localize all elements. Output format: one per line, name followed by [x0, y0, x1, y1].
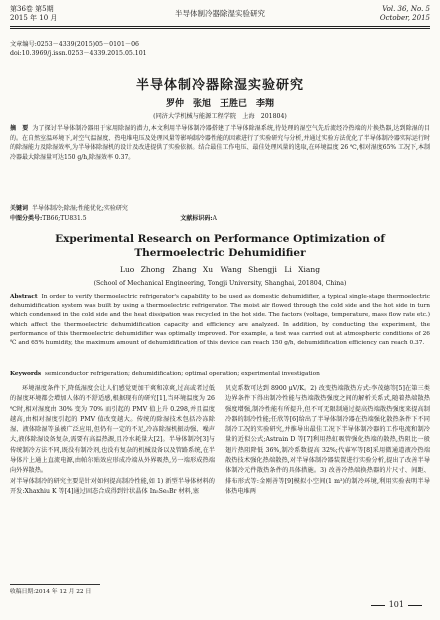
english-abstract-label: Abstract — [10, 294, 38, 300]
english-keywords-text: semiconductor refrigeration; dehumidification; optimal operation; experimental investigation — [44, 371, 320, 377]
english-abstract — [10, 293, 430, 348]
clc-value: TB66;TU831.5 — [42, 215, 87, 222]
body-text-right: 贝克系数可达到 8900 μV/K。2) 改变热端散热方式:李茂德等[5]在第三类边界条件下得出制冷性能与热端散热强度之间的解析关系式,随着热端散热强度增强,制冷性能有所提升,但不可无限制通过提高热端散热强度来提高制冷器的制冷性能;任欣等[6]给出了半导体制冷器在热端强化散热条件下不同制冷工况的实验研究,并推导出最佳工况下半导体制冷器的工作电流和制冷量的近似公式;Astrain D 等[7]利用热虹吸管强化热端的散热,热阻比一般翅片热阻降低 36%,制冷系数提高 32%;代睿军等[8]采用微通道液冷热端散热技术强化热端散热,对半导体制冷器装置进行实验分析,提出了改善半导体制冷元件散热条件的具体措施。3) 改善冷热端换热器的片尺寸、间距、排布形式等:金刚善等[9]模拟小空间(1 m³)的制冷环境,利用实验表明半导体热电堆两 — [225, 385, 430, 495]
body-text-left: 环境湿度条件下,降低湿度会让人们感觉更加干爽和凉爽,过高或者过低的湿度环境都会增加人体的不舒适感,根据现有的研究[1],当环境温度为 26 ℃时,相对湿度由 30% 变为 70% 而引起的 PMV 值上升 0.298,并且温度越高,由相对湿度引起的 PMV 值改变越大。传统的除湿技术包括冷冻除湿、液体除湿等虽被广泛应用,但仍有一定的不足,冷冻除湿机振动强、噪声大,液体除湿设备复杂,需要有高温热源,且冷水耗量大[2]。半导体制冷[3]与传统制冷方法不同,既没有制冷剂,也没有复杂的机械设备以及管路系统,在半导体片上通上直流电源,由帕尔贴效应形成冷端从外界吸热,另一端形成热端向外界散热。 对半导体制冷的研究主要是针对如何提高制冷性能,如 1) 新型半导体材料的开发:Xhaxhiu K 等[4]通过固态合成得到针状晶体 In₅Se₅Br 材料,塞 — [10, 385, 215, 495]
english-abstract-text: In order to verify thermoelectric refrigerator's capability to be used as domestic dehumidifier, a typical single-stage thermoelectric dehumidification system was built by using a thermoelectric refrigerator. The moist air flowed through the cold side and the hot side in turn which condensed in the cold side and the heat dissipation was recycled in the hot side. The factors (voltage, temperature, mass flow rate etc.) which affect the thermoelectric dehumidification capacity and efficiency are analyzed. In addition, by conducting the experiment, the performance of this thermoelectric dehumidifier was optimally improved. For example, a test was carried out at atmospheric conditions of 26 ℃ and 65% humidity, the maximum amount of dehumidification of this device can reach 150 g/h, dehumidification efficiency can reach 0.37. — [10, 294, 431, 347]
keywords — [10, 204, 430, 213]
english-keywords-label: Keywords — [10, 371, 42, 377]
english-keywords — [10, 370, 430, 379]
running-title: 半导体制冷器除湿实验研究 — [175, 9, 265, 18]
authors: 罗仲 张旭 王胜已 李翔 — [165, 99, 274, 109]
affiliation: (同济大学机械与能源工程学院 上海 201804) — [153, 113, 287, 120]
header-rule — [10, 26, 430, 27]
page-number: 101 — [367, 600, 426, 609]
volume-issue-en: Vol. 36, No. 5 — [382, 5, 430, 13]
doc-code-value: A — [212, 215, 217, 222]
doc-code-label: 文献标识码: — [180, 215, 213, 222]
abstract-label: 摘 要 — [10, 125, 29, 132]
footnote: 收稿日期:2014 年 12 月 22 日 — [10, 589, 92, 595]
english-title-line2: Thermoelectric Dehumidifier — [134, 247, 306, 259]
english-authors: Luo Zhong Zhang Xu Wang Shengji Li Xiang — [119, 265, 320, 274]
footnote-rule — [10, 584, 100, 585]
issue-date: 2015 年 10 月 — [10, 14, 58, 22]
body-column-left — [10, 384, 215, 497]
paper-title: 半导体制冷器除湿实验研究 — [135, 78, 304, 93]
abstract-text: 为了探讨半导体制冷器用于家用除湿的潜力,本文利用半导体制冷器搭建了半导体除湿系统,待处理的湿空气先后流经冷热端的片换热器,达到除湿的目的。在自然室温环境下,对空气温湿度、热电堆电压及处理风量等影响制冷器性能的因素进行了实验研究与分析,并通过实验方法优化了半导体制冷器实际运行时的除湿能力及除湿效率,为半导体除湿机的设计及改进提供了实验依据。结合最佳工作电压、最佳处理风量的选取,在环境温度 26 ℃,相对湿度65% 工况下,本制冷器最大除湿量可达150 g/h,除湿效率 0.37。 — [10, 125, 430, 161]
keywords-text: 半导体制冷;除湿;性能优化;实验研究 — [31, 205, 128, 212]
abstract — [10, 124, 430, 162]
body-column-right — [225, 384, 430, 497]
clc-label: 中图分类号: — [10, 215, 43, 222]
article-number: 文章编号:0253－4339(2015)05－0101－06 — [10, 41, 139, 48]
volume-issue: 第36卷 第5期 — [10, 5, 54, 13]
english-title — [0, 232, 440, 260]
keywords-label: 关键词 — [10, 205, 29, 212]
classification — [10, 214, 430, 223]
header-rule-thin — [10, 28, 430, 29]
doi: doi:10.3969/j.issn.0253－4339.2015.05.101 — [10, 50, 147, 57]
journal-volume-en — [380, 5, 430, 23]
issue-date-en: October, 2015 — [379, 14, 430, 22]
article-meta — [10, 40, 147, 58]
english-affiliation: (School of Mechanical Engineering, Tongji University, Shanghai, 201804, China) — [93, 280, 347, 287]
running-header — [10, 4, 430, 26]
english-title-line1: Experimental Research on Performance Optimization of — [55, 233, 385, 245]
